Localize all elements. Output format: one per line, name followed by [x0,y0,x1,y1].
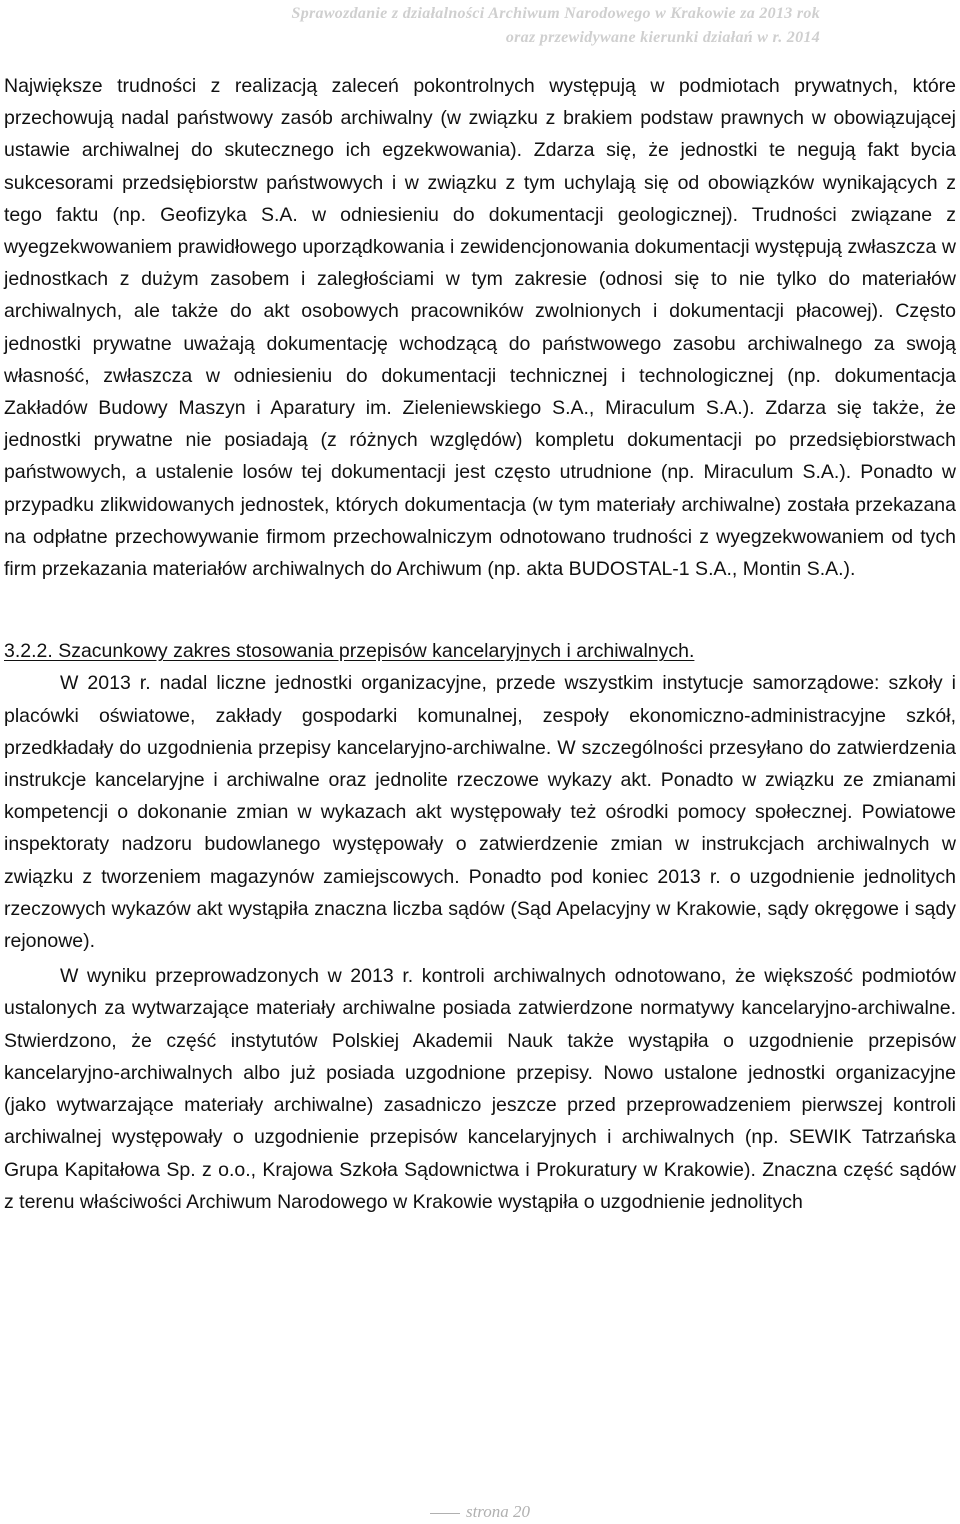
section-heading-3-2-2: 3.2.2. Szacunkowy zakres stosowania przepisów kancelaryjnych i archiwalnych. [4,640,695,663]
header-line-2: oraz przewidywane kierunki działań w r. 2014 [505,29,820,46]
page-footer [0,1502,960,1522]
page-number: strona 20 [465,1502,531,1521]
paragraph-wyniki-kontroli: W wyniku przeprowadzonych w 2013 r. kontroli archiwalnych odnotowano, że większość podmiotów ustalonych za wytwarzające materiały archiwalne posiada zatwierdzone normatywy kancelaryjno-archiwalne. Stwierdzono, że część instytutów Polskiej Akademii Nauk także wystąpiła o uzgodnienie przepisów kancelaryjno-archiwalnych albo już posiada uzgodnione przepisy. Nowo ustalone jednostki organizacyjne (jako wytwarzające materiały archiwalne) zasadniczo jeszcze przed przeprowadzeniem pierwszej kontroli archiwalnej występowały o uzgodnienie przepisów kancelaryjnych i archiwalnych (np. SEWIK Tatrzańska Grupa Kapitałowa Sp. z o.o., Krajowa Szkoła Sądownictwa i Prokuratury w Krakowie). Znaczna część sądów z terenu właściwości Archiwum Narodowego w Krakowie wystąpiła o uzgodnienie jednolitych [4,965,956,1213]
document-body [4,70,956,1218]
running-header [292,2,821,50]
header-line-1: Sprawozdanie z działalności Archiwum Narodowego w Krakowie za 2013 rok [291,5,820,22]
paragraph-trudnosci: Największe trudności z realizacją zaleceń pokontrolnych występują w podmiotach prywatnych, które przechowują nadal państwowy zasób archiwalny (w związku z brakiem podstaw prawnych w obowiązującej ustawie archiwalnej do skutecznego ich egzekwowania). Zdarza się, że jednostki te negują fakt bycia sukcesorami przedsiębiorstw państwowych i w związku z tym uchylają się od obowiązków wynikających z tego faktu (np. Geofizyka S.A. w odniesieniu do dokumentacji geologicznej). Trudności związane z wyegzekwowaniem prawidłowego uporządkowania i zewidencjonowania dokumentacji występują zwłaszcza w jednostkach z dużym zasobem i zaległościami w tym zakresie (odnosi się to nie tylko do materiałów archiwalnych, ale także do akt osobowych pracowników zwolnionych i dokumentacji płacowej). Często jednostki prywatne uważają dokumentację wchodzącą do państwowego zasobu archiwalnego za swoją własność, zwłaszcza w odniesieniu do dokumentacji technicznej i technologicznej (np. dokumentacja Zakładów Budowy Maszyn i Aparatury im. Zieleniewskiego S.A., Miraculum S.A.). Zdarza się także, że jednostki prywatne nie posiadają (z różnych względów) kompletu dokumentacji po przedsiębiorstwach państwowych, a ustalenie losów tej dokumentacji jest często utrudnione (np. Miraculum S.A.). Ponadto w przypadku zlikwidowanych jednostek, których dokumentacja (w tym materiały archiwalne) została przekazana na odpłatne przechowywanie firmom przechowalniczym odnotowano trudności z wyegzekwowaniem od tych firm przekazania materiałów archiwalnych do Archiwum (np. akta BUDOSTAL-1 S.A., Montin S.A.). [4,75,956,581]
footer-dash [430,1513,460,1514]
paragraph-zakres-stosowania: W 2013 r. nadal liczne jednostki organizacyjne, przede wszystkim instytucje samorządowe: szkoły i placówki oświatowe, zakłady gospodarki komunalnej, zespoły ekonomiczno-administracyjne szkół, przedkładały do uzgodnienia przepisy kancelaryjno-archiwalne. W szczególności przesyłano do zatwierdzenia instrukcje kancelaryjne i archiwalne oraz jednolite rzeczowe wykazy akt. Ponadto w związku ze zmianami kompetencji o dokonanie zmian w wykazach akt występowały też ośrodki pomocy społecznej. Powiatowe inspektoraty nadzoru budowlanego występowały o zatwierdzenie zmian w instrukcjach archiwalnych w związku z tworzeniem magazynów zamiejscowych. Ponadto pod koniec 2013 r. o uzgodnienie jednolitych rzeczowych wykazów akt wystąpiła znaczna liczba sądów (Sąd Apelacyjny w Krakowie, sądy okręgowe i sądy rejonowe). [4,672,956,953]
